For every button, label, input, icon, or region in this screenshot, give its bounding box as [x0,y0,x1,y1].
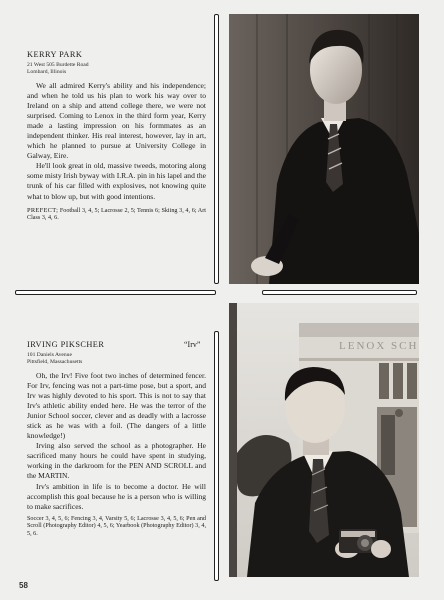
portrait-illustration [229,14,419,284]
portrait-photo-irving-pikscher [229,303,419,577]
address-line: Lombard, Illinois [27,69,67,76]
bio-paragraph: Irving also served the school as a photographer. He sacrificed many hours he could have spent in studying, working in the darkroom for the PEN AND SCROLL and the MARTIN. [27,441,206,481]
student-name: IRVING PIKSCHER [27,340,105,349]
horizontal-rule-left [15,290,216,295]
student-address [27,62,89,76]
address-line: 21 West 505 Burdette Road [27,62,89,68]
bio-paragraph: He'll look great in old, massive tweeds, motoring along some misty Irish byway with I.R.A. pin in his lapel and the trunk of his car filled with explosives, not knowing quite what to blow up, but with good intentions. [27,161,206,201]
activities-list: Soccer 3, 4, 5, 6; Fencing 3, 4, Varsity 5, 6; Lacrosse 3, 4, 5, 6; Pen and Scroll (Photography Editor) 4, 5, 6; Yearbook (Photography Editor) 3, 4, 5, 6. [27,515,206,537]
page-number: 58 [19,581,28,590]
activities-label: PREFECT; [27,206,59,214]
address-line: Pittsfield, Massachusetts [27,359,83,366]
portrait-photo-kerry-park [229,14,419,284]
building-sign: LENOX SCH [339,340,419,352]
activities-text: Football 3, 4, 5; Lacrosse 2, 5; Tennis 6; Skiing 3, 4, 6; Art Class 3, 4, 6. [27,207,206,222]
activities-list [27,207,206,223]
student-nickname: “Irv” [184,340,201,349]
vertical-rule-top [214,14,219,284]
bio-paragraph: Oh, the Irv! Five foot two inches of determined fencer. For Irv, fencing was not a part-time pose, but a sport, and Irv was highly devoted to his sport. This is not to say that Irv's athletic ability ended here. He was the terror of the Junior School soccer, clever and as deadly with a lacrosse stick as he was with a foil. (The dangers of a little knowledge!) [27,371,206,441]
address-line: 101 Daniels Avenue [27,352,72,358]
student-address [27,352,82,366]
student-name: KERRY PARK [27,50,83,59]
bio-paragraph: Irv's ambition in life is to become a doctor. He will accomplish this goal because he is a person who is willing to make sacrifices. [27,481,206,511]
student-bio [27,81,206,223]
horizontal-rule-right [262,290,417,295]
student-bio [27,371,206,538]
bio-paragraph: We all admired Kerry's ability and his independence; and when he told us his plan to work his way over to Ireland on a ship and attend college there, we were not surprised. Coming to Lenox in the third form year, Kerry made a lasting impression on his formmates as an independent thinker. His real interest, however, lay in art, which he planned to pursue at University College in Galway, Eire. [27,81,206,161]
vertical-rule-bottom [214,331,219,581]
portrait-illustration [229,303,419,577]
